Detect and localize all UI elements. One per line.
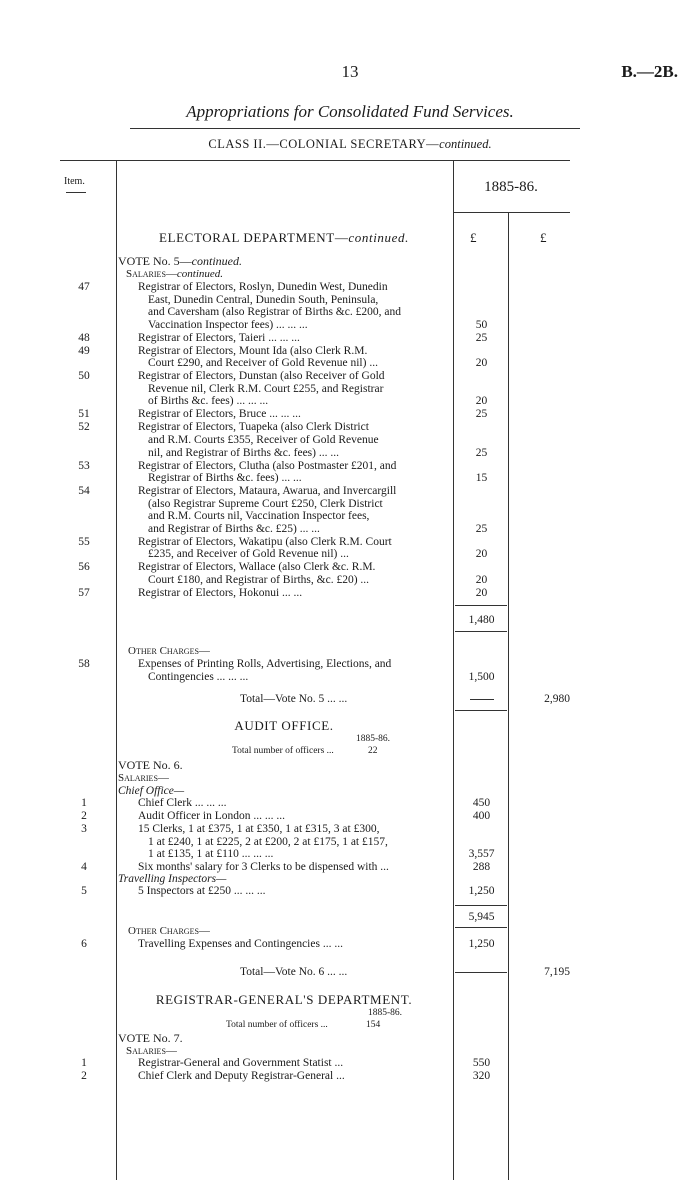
vote-5-total-dash [470,699,494,700]
item-amount: 320 [472,1069,491,1082]
audit-travelling-heading: Travelling Inspectors— [118,873,227,885]
item-description-line: 1 at £240, 1 at £225, 2 at £200, 2 at £175, 1 at £157, [148,835,388,848]
item-number: 52 [78,421,90,434]
item-description-line: Registrar of Electors, Dunstan (also Receiver of Gold [138,370,385,383]
item-amount: 288 [472,861,491,874]
item-number: 2 [81,1069,87,1082]
electoral-subtotal-rule [455,605,507,606]
vote-5-total-rule [455,710,507,711]
currency-sign-column-1: £ [470,230,477,245]
registrar-officers-year: 1885-86. [368,1008,403,1018]
vote-6-total-label: Total—Vote No. 6 ... ... [240,966,348,978]
item-number: 53 [78,459,90,472]
item-description-line: and R.M. Courts nil, Vaccination Inspector fees, [148,510,370,523]
item-description-line: Court £290, and Receiver of Gold Revenue nil) ... [148,357,378,370]
item-description-line: Court £180, and Registrar of Births, &c. £20) ... [148,573,370,586]
audit-salaries-heading: Salaries— [118,772,169,784]
document-reference: B.—2B. [621,62,678,81]
item-description-line: Registrar of Electors, Mount Ida (also Clerk R.M. [138,344,368,357]
item-number: 6 [81,938,87,950]
item-description-line: Audit Officer in London ... ... ... [138,810,286,822]
vote-7-heading: VOTE No. 7. [118,1031,183,1045]
item-description-line: Expenses of Printing Rolls, Advertising, Elections, and [138,658,392,670]
item-description-line: (also Registrar Supreme Court £250, Clerk District [148,497,383,510]
electoral-salaries-heading: Salaries—continued. [126,268,224,280]
item-description-line: Six months' salary for 3 Clerks to be dispensed with ... [138,861,389,874]
item-column-label: Item. [64,176,85,187]
item-number: 4 [81,861,87,874]
item-description-line: Registrar of Electors, Roslyn, Dunedin West, Dunedin [138,281,388,293]
item-description-line: Chief Clerk ... ... ... [138,797,227,809]
registrar-officers-count: 154 [366,1020,381,1030]
item-number: 51 [78,408,90,421]
item-description-line: Contingencies ... ... ... [148,670,249,683]
item-amount: 50 [475,318,488,331]
currency-sign-column-2: £ [540,230,547,245]
item-number: 47 [78,281,90,293]
item-amount: 550 [472,1057,491,1069]
item-number: 3 [81,823,87,835]
electoral-department-title: ELECTORAL DEPARTMENT—continued. [159,230,409,245]
item-description-line: and R.M. Courts £355, Receiver of Gold Revenue [148,433,379,446]
item-amount: 25 [475,408,488,421]
item-description-line: Registrar of Electors, Mataura, Awarua, and Invercargill [138,485,397,498]
item-number: 1 [81,797,87,809]
item-description-line: 15 Clerks, 1 at £375, 1 at £350, 1 at £315, 3 at £300, [138,823,380,835]
vote-5-total: 2,980 [544,693,570,705]
item-description-line: Registrar of Electors, Clutha (also Postmaster £201, and [138,459,397,472]
item-description-line: and Caversham (also Registrar of Births &c. £200, and [148,306,401,319]
item-number: 2 [81,810,87,822]
vote-6-total-dash [455,972,507,973]
item-amount: 25 [475,446,488,459]
title-rule [130,128,580,129]
electoral-salaries-total: 1,480 [468,614,495,626]
item-column-rule [116,160,117,1180]
class-heading: CLASS II.—COLONIAL SECRETARY—continued. [208,137,492,151]
item-number: 48 [78,331,90,344]
item-number: 49 [78,344,90,357]
item-description-line: Registrar-General and Government Statist ... [138,1057,344,1069]
item-description-line: Registrar of Electors, Wallace (also Clerk &c. R.M. [138,561,376,574]
item-amount: 20 [475,395,488,408]
item-amount: 1,500 [468,670,495,683]
item-description-line: Registrar of Electors, Tuapeka (also Clerk District [138,421,369,434]
item-amount: 20 [475,586,488,599]
audit-officers-label: Total number of officers ... [232,746,334,756]
item-amount: 1,250 [468,938,495,950]
item-description-line: East, Dunedin Central, Dunedin South, Peninsula, [148,293,379,306]
vote-6-heading: VOTE No. 6. [118,758,183,772]
year-header: 1885-86. [484,179,538,195]
item-amount: 1,250 [468,885,495,897]
item-number: 1 [81,1057,87,1069]
item-description-line: Registrar of Electors, Wakatipu (also Clerk R.M. Court [138,535,392,548]
item-number: 56 [78,561,90,574]
vote-5-total-label: Total—Vote No. 5 ... ... [240,693,348,705]
audit-other-charges-heading: Other Charges— [128,925,210,937]
item-number: 55 [78,535,90,548]
item-description-line: of Births &c. fees) ... ... ... [148,395,269,408]
item-description-line: 1 at £135, 1 at £110 ... ... ... [148,848,274,861]
item-number: 58 [78,658,90,670]
vote-5-heading: VOTE No. 5—continued. [118,254,242,268]
item-description-line: and Registrar of Births &c. £25) ... ... [148,522,320,535]
item-amount: 20 [475,357,488,370]
page-number: 13 [341,62,359,81]
item-amount: 25 [475,331,488,344]
registrar-salaries-heading: Salaries— [126,1045,177,1057]
registrar-general-title: REGISTRAR-GENERAL'S DEPARTMENT. [155,992,413,1007]
item-description-line: Registrar of Births &c. fees) ... ... [148,472,302,485]
item-description-line: Registrar of Electors, Bruce ... ... ... [138,408,301,421]
electoral-other-charges-heading: Other Charges— [128,645,210,657]
item-amount: 25 [475,522,488,535]
total-column-rule [508,212,509,1180]
item-amount: 15 [475,472,488,485]
item-description-line: £235, and Receiver of Gold Revenue nil) ... [148,548,349,561]
item-description-line: Vaccination Inspector fees) ... ... ... [148,318,308,331]
item-number: 5 [81,885,87,897]
amount-column-rule [453,160,454,1180]
audit-officers-year: 1885-86. [356,734,391,744]
item-amount: 450 [472,797,491,809]
vote-6-total: 7,195 [544,966,570,978]
item-amount: 20 [475,548,488,561]
audit-subtotal-rule [455,905,507,906]
item-description-line: Revenue nil, Clerk R.M. Court £255, and Registrar [148,382,384,395]
audit-officers-count: 22 [368,746,378,756]
audit-salaries-total: 5,945 [468,911,495,923]
item-description-line: Registrar of Electors, Hokonui ... ... [138,586,303,599]
item-number: 57 [78,586,90,599]
item-amount: 3,557 [468,848,495,861]
audit-subtotal-rule-bottom [455,927,507,928]
item-amount: 400 [472,810,491,822]
item-number: 54 [78,485,90,498]
table-top-rule [60,160,570,161]
item-number: 50 [78,370,90,383]
audit-office-title: AUDIT OFFICE. [234,718,334,733]
item-label-underline [66,192,86,193]
page-title: Appropriations for Consolidated Fund Services. [186,102,514,121]
item-description-line: 5 Inspectors at £250 ... ... ... [138,885,266,897]
year-rule [453,212,570,213]
item-description-line: Travelling Expenses and Contingencies ... ... [138,938,343,950]
item-description-line: Chief Clerk and Deputy Registrar-General ... [138,1069,345,1082]
item-amount: 20 [475,573,488,586]
electoral-subtotal-rule-bottom [455,631,507,632]
registrar-officers-label: Total number of officers ... [226,1020,328,1030]
item-description-line: nil, and Registrar of Births &c. fees) ... ... [148,446,339,459]
item-description-line: Registrar of Electors, Taieri ... ... ... [138,331,300,344]
audit-chief-office-heading: Chief Office— [118,785,185,797]
